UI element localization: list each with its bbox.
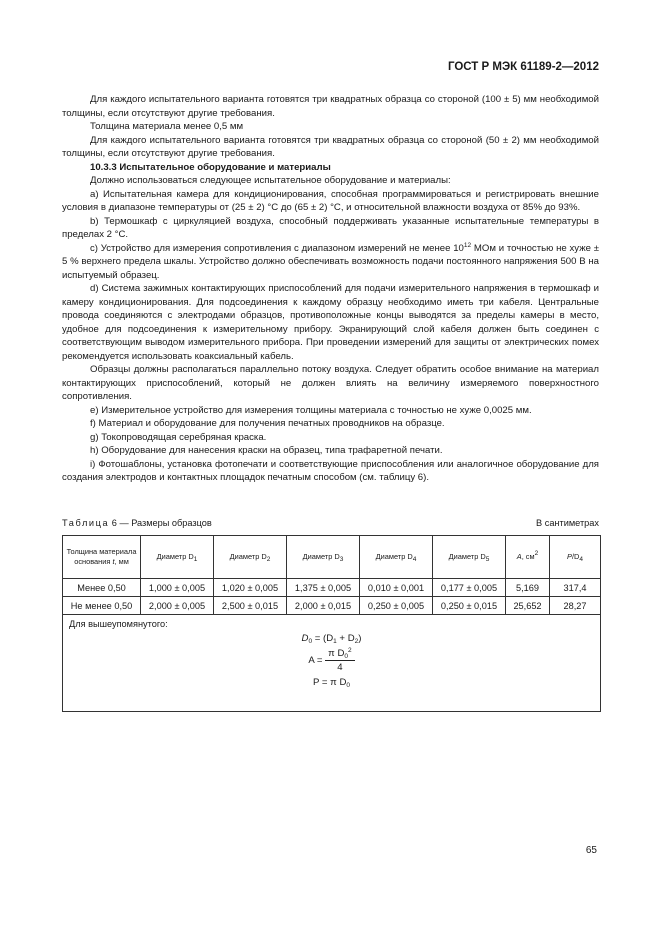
header-d5: Диаметр $D_5$ — [433, 536, 506, 579]
formulas — [63, 633, 600, 692]
list-item-h: h) Оборудование для нанесения краски на образец, типа трафаретной печати. — [90, 445, 443, 456]
header-area: A, $см^2$ — [506, 536, 550, 579]
list-item-i: i) Фотошаблоны, установка фотопечати и соответствующие приспособления или аналогичное оборудование для создания электродов и контактных площадок печатным способом (см. таблицу 6). — [62, 458, 599, 483]
text-fragment: с) Устройство для измерения сопротивления с диапазоном измерений не менее 10 — [90, 242, 464, 254]
fraction-denominator: 4 — [337, 662, 343, 673]
header-p-d4: $P/D_4$ — [550, 536, 601, 579]
table-cell: 25,652 — [506, 597, 550, 615]
page-number: 65 — [585, 845, 597, 856]
header-d1: Диаметр $D_1$ — [141, 536, 214, 579]
table-caption — [62, 518, 599, 528]
section-heading: 10.3.3 Испытательное оборудование и материалы — [90, 161, 331, 173]
fraction-numerator: π $D_0^2$ — [325, 648, 354, 661]
formula-area: A = $\frac{\pi D_0^2}{4}$ — [63, 648, 600, 673]
header-thickness: Толщина материала основания t, мм — [63, 536, 141, 579]
paragraph: Должно использоваться следующее испытательное оборудование и материалы: — [90, 175, 451, 186]
body-text — [62, 93, 599, 485]
list-item-d: d) Система зажимных контактирующих приспособлений для подачи измерительного напряжения в термошкаф и камеру кондиционирования. Для подсоединения к каждому образцу необходимо иметь три кабеля. Центральные провода соединяются с электродами образцов, противоположные концы выводятся за пределы камеры в место, удобное для подсоединения к измерительному прибору. Экранирующий слой кабеля должен быть соединен с соответствующим выводом измерительного прибора. При проведении измерений для защиты от электрических помех рекомендуется использовать коаксиальный кабель. — [62, 283, 599, 362]
document-header: ГОСТ Р МЭК 61189-2—2012 — [447, 61, 599, 73]
paragraph: Для каждого испытательного варианта готовятся три квадратных образца со стороной (50 ± 2) мм необходимой толщины, если отсутствуют другие требования. — [62, 134, 599, 159]
table-cell: 1,000 ± 0,005 — [141, 579, 214, 597]
formula-cell — [63, 615, 601, 712]
header-d3: Диаметр $D_3$ — [287, 536, 360, 579]
table-units-note: В сантиметрах — [536, 518, 599, 528]
table-cell: 1,020 ± 0,005 — [214, 579, 287, 597]
table-cell: Менее 0,50 — [63, 579, 141, 597]
list-item-b: b) Термошкаф с циркуляцией воздуха, способный поддерживать указанные испытательные температуры в пределах 2 °С. — [62, 215, 599, 240]
table-cell: 0,250 ± 0,005 — [360, 597, 433, 615]
table-cell: 28,27 — [550, 597, 601, 615]
table-cell: Не менее 0,50 — [63, 597, 141, 615]
formula-intro: Для вышеупомянутого: — [69, 619, 168, 629]
table-row — [63, 597, 601, 615]
list-item-f: f) Материал и оборудование для получения печатных проводников на образце. — [90, 418, 445, 429]
list-item-c — [62, 242, 599, 283]
list-item-e: е) Измерительное устройство для измерения толщины материала с точностью не хуже 0,0025 мм. — [90, 404, 532, 416]
header-d2: Диаметр $D_2$ — [214, 536, 287, 579]
paragraph: Для каждого испытательного варианта готовятся три квадратных образца со стороной (100 ± 5) мм необходимой толщины, если отсутствуют другие требования. — [62, 94, 599, 119]
table-header-row — [63, 536, 601, 579]
paragraph: Образцы должны располагаться параллельно потоку воздуха. Следует обратить особое внимание на материал контактирующих приспособлений, который не должен влиять на величину измеряемого поверхностного сопротивления. — [62, 364, 599, 402]
table-caption-title: 6 — Размеры образцов — [109, 518, 212, 528]
table-cell: 317,4 — [550, 579, 601, 597]
header-d4: Диаметр $D_4$ — [360, 536, 433, 579]
fraction — [325, 648, 354, 673]
table-cell: 2,000 ± 0,015 — [287, 597, 360, 615]
table-cell: 2,000 ± 0,005 — [141, 597, 214, 615]
superscript: 12 — [463, 241, 472, 249]
table-cell: 0,177 ± 0,005 — [433, 579, 506, 597]
table-caption-label: Таблица — [62, 518, 110, 528]
table-row — [63, 579, 601, 597]
text-fragment: МОм и точностью не хуже ± 5 % верхнего предела шкалы. Устройство должно обеспечивать возможность подачи постоянного напряжения 500 В на испытуемый образец. — [62, 242, 599, 281]
table-cell: 1,375 ± 0,005 — [287, 579, 360, 597]
specimen-dimensions-table — [62, 535, 601, 712]
list-item-g: g) Токопроводящая серебряная краска. — [90, 431, 267, 443]
formula-perimeter: P = π $D_0$ — [313, 677, 350, 689]
table-cell: 5,169 — [506, 579, 550, 597]
table-cell: 2,500 ± 0,015 — [214, 597, 287, 615]
table-formula-row — [63, 615, 601, 712]
table-cell: 0,010 ± 0,001 — [360, 579, 433, 597]
formula-d0: $D_0 = (D_1 + D_2)$ — [301, 633, 362, 645]
list-item-a: а) Испытательная камера для кондиционирования, способная программироваться и регистрировать внешние условия в диапазоне температуры от (25 ± 2) °С до (65 ± 2) °С, и относительной влажности воздуха от 85% до 93%. — [62, 188, 599, 213]
paragraph: Толщина материала менее 0,5 мм — [90, 121, 244, 132]
table-cell: 0,250 ± 0,015 — [433, 597, 506, 615]
